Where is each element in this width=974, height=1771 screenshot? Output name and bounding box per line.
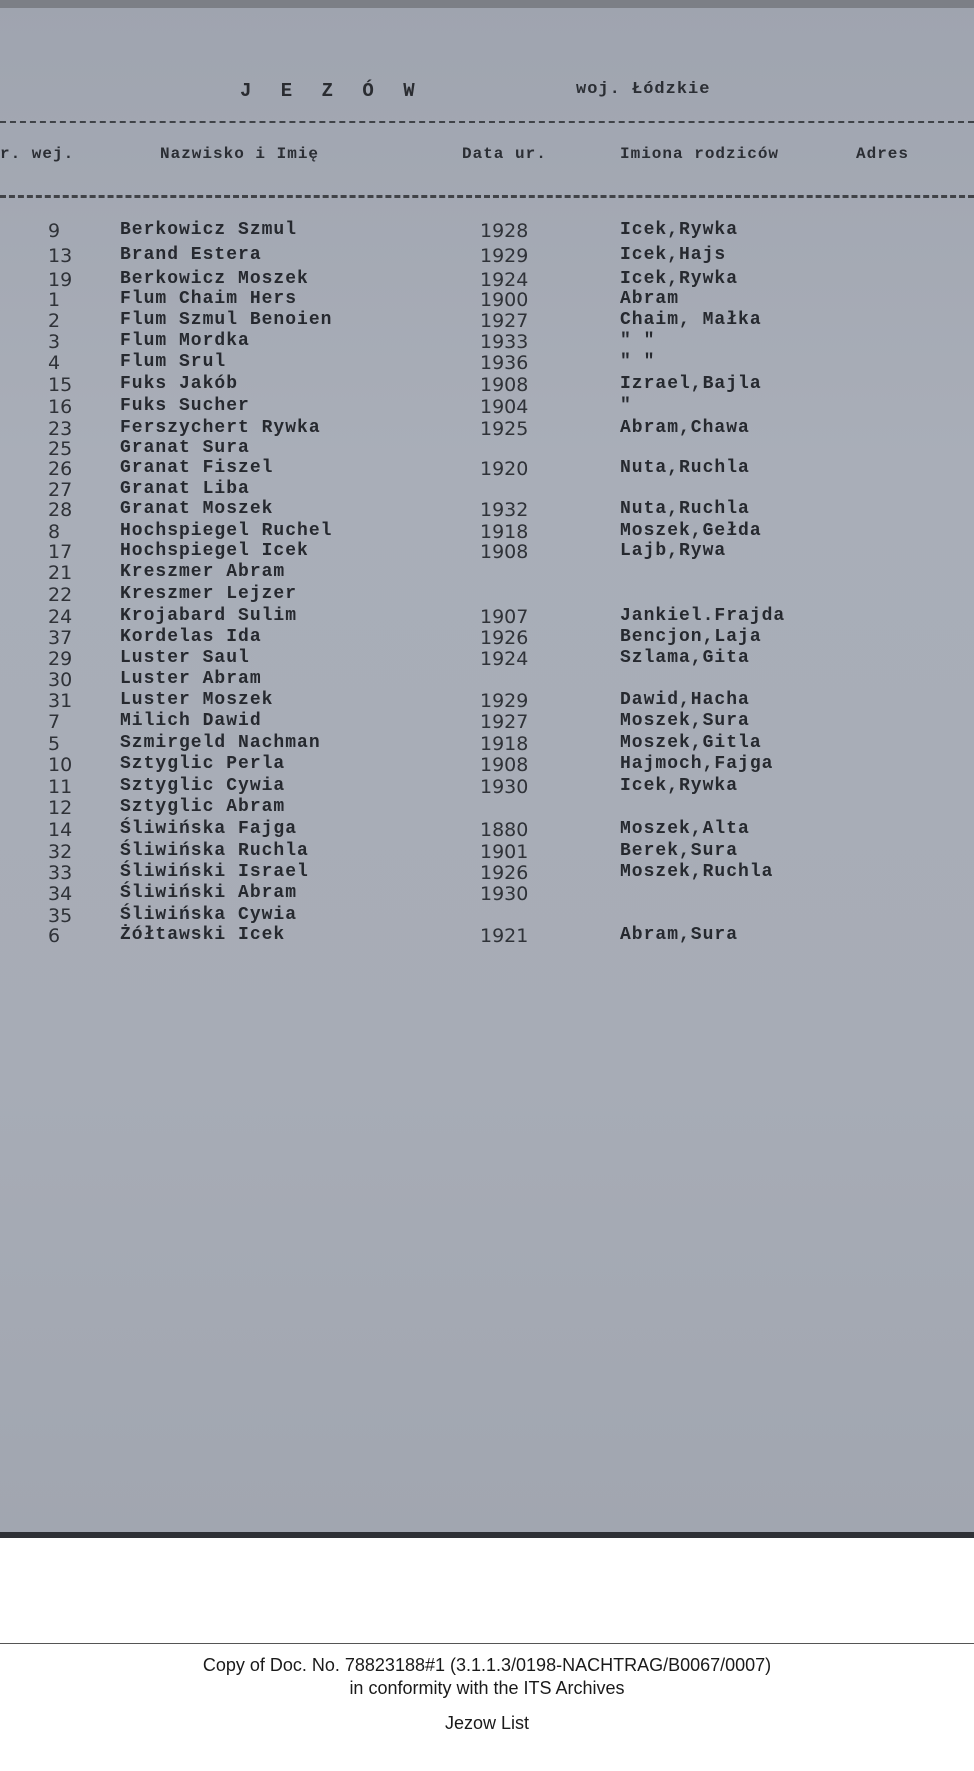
table-row: [0, 562, 974, 584]
row-number: 2: [48, 310, 61, 332]
row-birth-year: 1933: [480, 331, 529, 353]
row-birth-year: 1908: [480, 754, 529, 776]
row-name: Luster Moszek: [120, 690, 274, 710]
row-birth-year: 1921: [480, 925, 529, 947]
table-row: [0, 690, 974, 712]
row-name: Hochspiegel Ruchel: [120, 521, 333, 541]
row-number: 9: [48, 220, 61, 242]
row-name: Granat Moszek: [120, 499, 274, 519]
row-name: Kordelas Ida: [120, 627, 262, 647]
photo-top-edge: [0, 0, 974, 8]
row-name: Kreszmer Lejzer: [120, 584, 298, 604]
row-parents: Icek,Rywka: [620, 776, 739, 796]
table-row: [0, 606, 974, 628]
row-number: 33: [48, 862, 73, 884]
row-name: Śliwińska Fajga: [120, 819, 298, 839]
row-birth-year: 1908: [480, 541, 529, 563]
row-birth-year: 1927: [480, 310, 529, 332]
row-parents: Moszek,Gitla: [620, 733, 762, 753]
row-number: 29: [48, 648, 73, 670]
table-row: [0, 245, 974, 267]
row-number: 34: [48, 883, 73, 905]
table-row: [0, 499, 974, 521]
footer-rule: [0, 1643, 974, 1644]
row-number: 21: [48, 562, 73, 584]
table-row: [0, 269, 974, 291]
row-name: Granat Sura: [120, 438, 250, 458]
row-parents: Abram,Sura: [620, 925, 739, 945]
row-name: Krojabard Sulim: [120, 606, 298, 626]
row-parents: Icek,Hajs: [620, 245, 727, 265]
row-number: 3: [48, 331, 61, 353]
row-number: 27: [48, 479, 73, 501]
row-name: Kreszmer Abram: [120, 562, 286, 582]
row-number: 30: [48, 669, 73, 691]
row-number: 25: [48, 438, 73, 460]
column-header-nr: r. wej.: [0, 145, 75, 163]
row-name: Fuks Jakób: [120, 374, 239, 394]
table-row: [0, 418, 974, 440]
row-parents: Nuta,Ruchla: [620, 499, 750, 519]
row-number: 17: [48, 541, 73, 563]
row-parents: Dawid,Hacha: [620, 690, 750, 710]
table-row: [0, 396, 974, 418]
row-name: Sztyglic Cywia: [120, 776, 286, 796]
column-header-name: Nazwisko i Imię: [160, 145, 320, 163]
table-row: [0, 220, 974, 242]
row-number: 28: [48, 499, 73, 521]
row-number: 37: [48, 627, 73, 649]
photo-bottom-edge: [0, 1532, 974, 1538]
row-parents: Izrael,Bajla: [620, 374, 762, 394]
row-parents: ": [620, 396, 632, 416]
table-row: [0, 819, 974, 841]
row-name: Ferszychert Rywka: [120, 418, 321, 438]
row-number: 13: [48, 245, 73, 267]
row-birth-year: 1908: [480, 374, 529, 396]
row-parents: " ": [620, 331, 656, 351]
row-parents: Moszek,Ruchla: [620, 862, 774, 882]
row-number: 5: [48, 733, 61, 755]
row-parents: Lajb,Rywa: [620, 541, 727, 561]
table-row: [0, 797, 974, 819]
table-row: [0, 479, 974, 501]
row-parents: Hajmoch,Fajga: [620, 754, 774, 774]
table-row: [0, 754, 974, 776]
row-birth-year: 1920: [480, 458, 529, 480]
row-birth-year: 1928: [480, 220, 529, 242]
row-name: Śliwiński Abram: [120, 883, 298, 903]
row-number: 4: [48, 352, 61, 374]
row-parents: Abram: [620, 289, 680, 309]
row-name: Brand Estera: [120, 245, 262, 265]
row-number: 10: [48, 754, 73, 776]
row-name: Fuks Sucher: [120, 396, 250, 416]
row-birth-year: 1929: [480, 690, 529, 712]
row-birth-year: 1936: [480, 352, 529, 374]
row-parents: Moszek,Sura: [620, 711, 750, 731]
row-birth-year: 1926: [480, 627, 529, 649]
row-name: Flum Chaim Hers: [120, 289, 298, 309]
footer-conformity-line: in conformity with the ITS Archives: [349, 1678, 625, 1698]
row-parents: Icek,Rywka: [620, 220, 739, 240]
row-name: Berkowicz Moszek: [120, 269, 309, 289]
row-parents: Berek,Sura: [620, 841, 739, 861]
row-name: Hochspiegel Icek: [120, 541, 309, 561]
row-birth-year: 1930: [480, 883, 529, 905]
footer-list-name: Jezow List: [444, 1713, 530, 1733]
row-name: Flum Mordka: [120, 331, 250, 351]
table-row: [0, 310, 974, 332]
table-row: [0, 374, 974, 396]
table-row: [0, 841, 974, 863]
row-name: Flum Szmul Benoien: [120, 310, 333, 330]
row-name: Sztyglic Perla: [120, 754, 286, 774]
row-birth-year: 1929: [480, 245, 529, 267]
row-birth-year: 1924: [480, 648, 529, 670]
column-header-parents: Imiona rodziców: [620, 145, 780, 163]
row-number: 22: [48, 584, 73, 606]
row-number: 6: [48, 925, 61, 947]
row-parents: Szlama,Gita: [620, 648, 750, 668]
table-row: [0, 925, 974, 947]
row-number: 8: [48, 521, 61, 543]
row-number: 23: [48, 418, 73, 440]
header-rule-bottom: [0, 195, 974, 198]
header-rule-top: [0, 121, 974, 123]
table-row: [0, 584, 974, 606]
row-parents: Chaim, Małka: [620, 310, 762, 330]
row-name: Śliwińska Cywia: [120, 905, 298, 925]
row-number: 32: [48, 841, 73, 863]
row-name: Śliwińska Ruchla: [120, 841, 309, 861]
row-parents: Moszek,Gełda: [620, 521, 762, 541]
table-row: [0, 648, 974, 670]
row-number: 16: [48, 396, 73, 418]
table-row: [0, 289, 974, 311]
row-number: 35: [48, 905, 73, 927]
footer-copy-line: Copy of Doc. No. 78823188#1 (3.1.1.3/0198-NACHTRAG/B0067/0007): [202, 1655, 772, 1675]
province-label: woj. Łódzkie: [576, 80, 711, 99]
table-row: [0, 331, 974, 353]
row-number: 14: [48, 819, 73, 841]
table-row: [0, 862, 974, 884]
row-name: Luster Abram: [120, 669, 262, 689]
column-header-date: Data ur.: [462, 145, 547, 163]
row-birth-year: 1926: [480, 862, 529, 884]
table-row: [0, 352, 974, 374]
row-name: Granat Fiszel: [120, 458, 274, 478]
table-row: [0, 521, 974, 543]
row-name: Luster Saul: [120, 648, 250, 668]
row-number: 7: [48, 711, 61, 733]
row-number: 12: [48, 797, 73, 819]
row-birth-year: 1904: [480, 396, 529, 418]
row-name: Śliwiński Israel: [120, 862, 309, 882]
table-row: [0, 627, 974, 649]
row-number: 31: [48, 690, 73, 712]
row-parents: Bencjon,Laja: [620, 627, 762, 647]
row-parents: " ": [620, 352, 656, 372]
row-birth-year: 1880: [480, 819, 529, 841]
row-birth-year: 1918: [480, 733, 529, 755]
row-number: 1: [48, 289, 61, 311]
row-parents: Jankiel.Frajda: [620, 606, 786, 626]
row-number: 26: [48, 458, 73, 480]
row-number: 24: [48, 606, 73, 628]
row-name: Berkowicz Szmul: [120, 220, 298, 240]
row-number: 15: [48, 374, 73, 396]
table-row: [0, 438, 974, 460]
table-row: [0, 458, 974, 480]
column-header-address: Adres: [856, 145, 910, 163]
row-birth-year: 1927: [480, 711, 529, 733]
table-row: [0, 669, 974, 691]
row-birth-year: 1932: [480, 499, 529, 521]
table-row: [0, 711, 974, 733]
row-name: Granat Liba: [120, 479, 250, 499]
table-row: [0, 776, 974, 798]
row-birth-year: 1907: [480, 606, 529, 628]
table-row: [0, 733, 974, 755]
table-row: [0, 883, 974, 905]
row-parents: Moszek,Alta: [620, 819, 750, 839]
row-birth-year: 1930: [480, 776, 529, 798]
row-name: Flum Srul: [120, 352, 227, 372]
row-name: Sztyglic Abram: [120, 797, 286, 817]
row-birth-year: 1900: [480, 289, 529, 311]
row-parents: Abram,Chawa: [620, 418, 750, 438]
row-birth-year: 1901: [480, 841, 529, 863]
table-row: [0, 541, 974, 563]
table-row: [0, 905, 974, 927]
row-birth-year: 1924: [480, 269, 529, 291]
row-birth-year: 1925: [480, 418, 529, 440]
row-name: Milich Dawid: [120, 711, 262, 731]
row-name: Żółtawski Icek: [120, 925, 286, 945]
row-name: Szmirgeld Nachman: [120, 733, 321, 753]
row-birth-year: 1918: [480, 521, 529, 543]
row-parents: Nuta,Ruchla: [620, 458, 750, 478]
row-parents: Icek,Rywka: [620, 269, 739, 289]
document-title: J E Z Ó W: [240, 80, 424, 102]
row-number: 11: [48, 776, 73, 798]
row-number: 19: [48, 269, 73, 291]
